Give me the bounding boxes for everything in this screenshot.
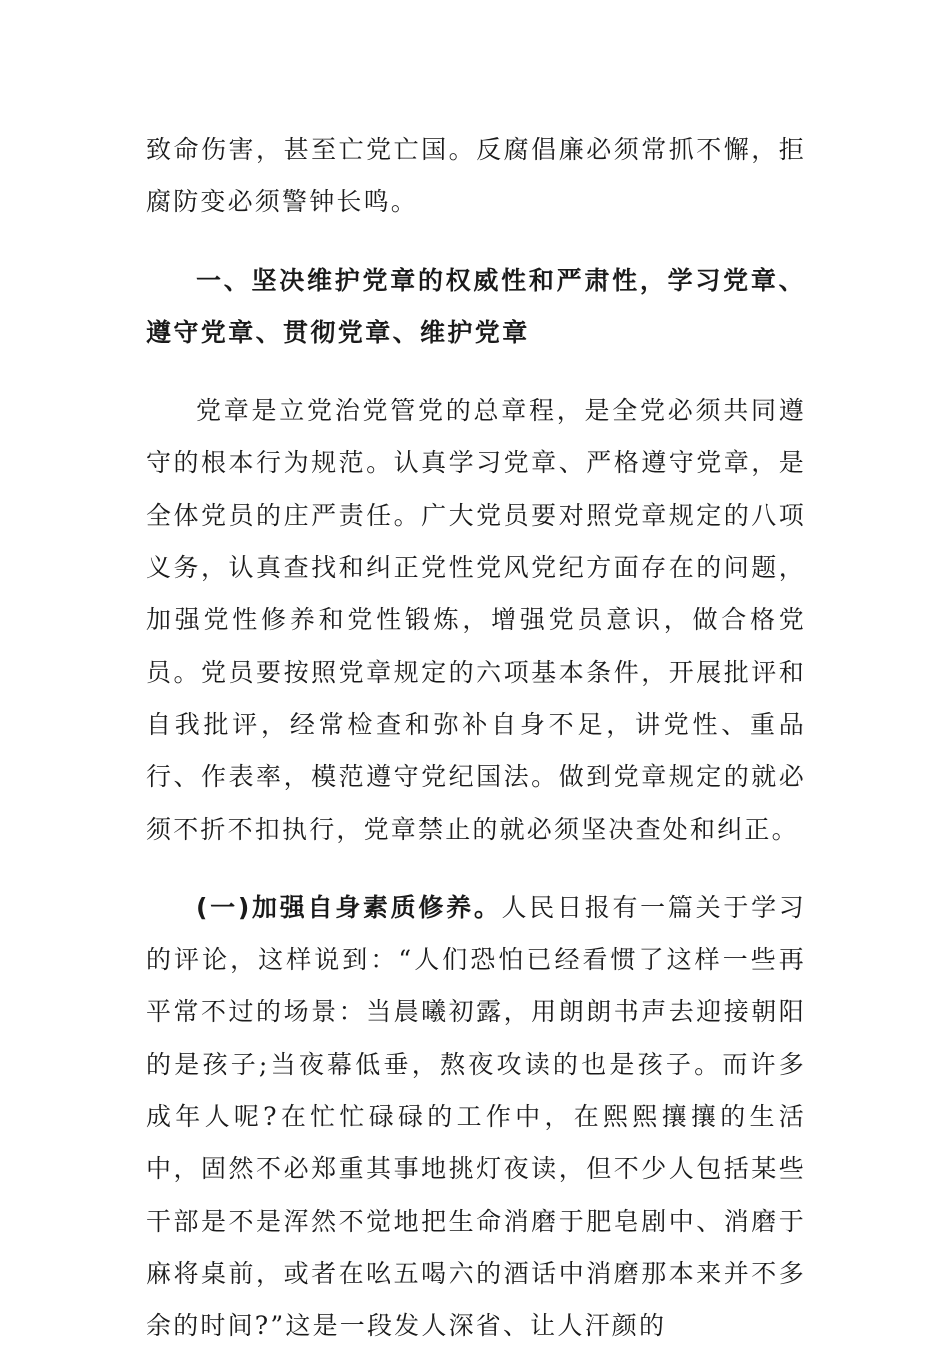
subsection-text: 人民日报有一篇关于学习的评论，这样说到：“人们恐怕已经看惯了这样一些再平常不过的场景：当晨曦初露，用朗朗书声去迎接朝阳的是孩子;当夜幕低垂，熬夜攻读的也是孩子。而许多成年人呢?在忙忙碌碌的工作中，在熙熙攘攘的生活中，固然不必郑重其事地挑灯夜读，但不少人包括某些干部是不是浑然不觉地把生命消磨于肥皂剧中、消磨于麻将桌前，或者在吆五喝六的酒话中消磨那本来并不多余的时间?”这是一段发人深省、让人汗颜的: [146, 892, 806, 1341]
document-page: [146, 124, 806, 1353]
subsection-paragraph: [146, 882, 806, 1353]
continuation-paragraph: 致命伤害，甚至亡党亡国。反腐倡廉必须常抓不懈，拒腐防变必须警钟长鸣。: [146, 135, 806, 217]
section-heading: 一、坚决维护党章的权威性和严肃性，学习党章、遵守党章、贯彻党章、维护党章: [146, 265, 806, 347]
subsection-lead: (一)加强自身素质修养。: [196, 892, 502, 922]
section-paragraph: 党章是立党治党管党的总章程，是全党必须共同遵守的根本行为规范。认真学习党章、严格遵守党章，是全体党员的庄严责任。广大党员要对照党章规定的八项义务，认真查找和纠正党性党风党纪方面存在的问题，加强党性修养和党性锻炼，增强党员意识，做合格党员。党员要按照党章规定的六项基本条件，开展批评和自我批评，经常检查和弥补自身不足，讲党性、重品行、作表率，模范遵守党纪国法。做到党章规定的就必须不折不扣执行，党章禁止的就必须坚决查处和纠正。: [146, 396, 806, 844]
